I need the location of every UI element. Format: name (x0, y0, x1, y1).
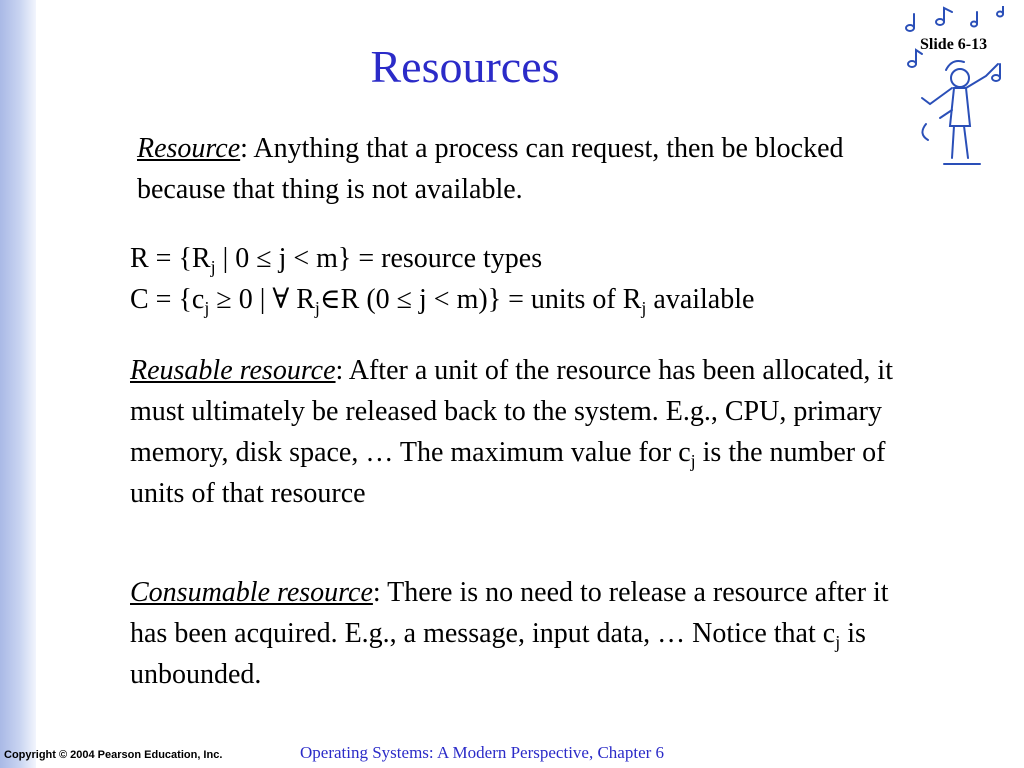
formula-c-middle-2: ∈R (0 ≤ j < m)} = units of R (319, 284, 642, 315)
slide-title: Resources (370, 41, 560, 92)
reusable-subscript: j (690, 451, 696, 471)
consumable-resource-definition (130, 572, 920, 695)
formula-r-prefix: R = {R (130, 243, 211, 274)
slide-number: Slide 6-13 (920, 36, 988, 53)
reusable-resource-definition (130, 350, 920, 514)
formula-c-subscript-3: j (641, 298, 647, 318)
formula-c-subscript-2: j (314, 298, 320, 318)
course-footer: Operating Systems: A Modern Perspective, Chapter 6 (300, 743, 665, 762)
left-gradient-band (0, 0, 36, 768)
formula-r-subscript: j (210, 257, 216, 277)
formula-c-suffix: available (646, 284, 755, 315)
resource-definition (137, 128, 907, 210)
consumable-subscript: j (835, 632, 841, 652)
formula-r (130, 243, 543, 277)
reusable-text-a: : After a unit of the resource has been allocated, it must ultimately be released back to the system. E.g., CPU, primary memory, disk space, … The maximum value for c (130, 355, 893, 468)
reusable-term: Reusable resource (130, 355, 336, 386)
consumable-term: Consumable resource (130, 577, 373, 608)
formula-c-subscript-1: j (204, 298, 210, 318)
formula-c-middle-1: ≥ 0 | ∀ R (209, 284, 315, 315)
resource-term: Resource (137, 133, 241, 164)
consumable-text-a: : There is no need to release a resource after it has been acquired. E.g., a message, input data, … Notice that c (130, 577, 889, 649)
formula-r-suffix: | 0 ≤ j < m} = resource types (215, 243, 543, 274)
copyright-notice: Copyright © 2004 Pearson Education, Inc. (4, 749, 223, 761)
consumable-text-b: is unbounded. (130, 618, 866, 690)
formulas (130, 238, 930, 320)
formula-c-prefix: C = {c (130, 284, 205, 315)
reusable-text-b: is the number of units of that resource (130, 437, 886, 509)
formula-c (130, 284, 755, 318)
resource-text: : Anything that a process can request, then be blocked because that thing is not available. (137, 133, 844, 205)
music-conductor-logo-icon (900, 6, 1020, 166)
